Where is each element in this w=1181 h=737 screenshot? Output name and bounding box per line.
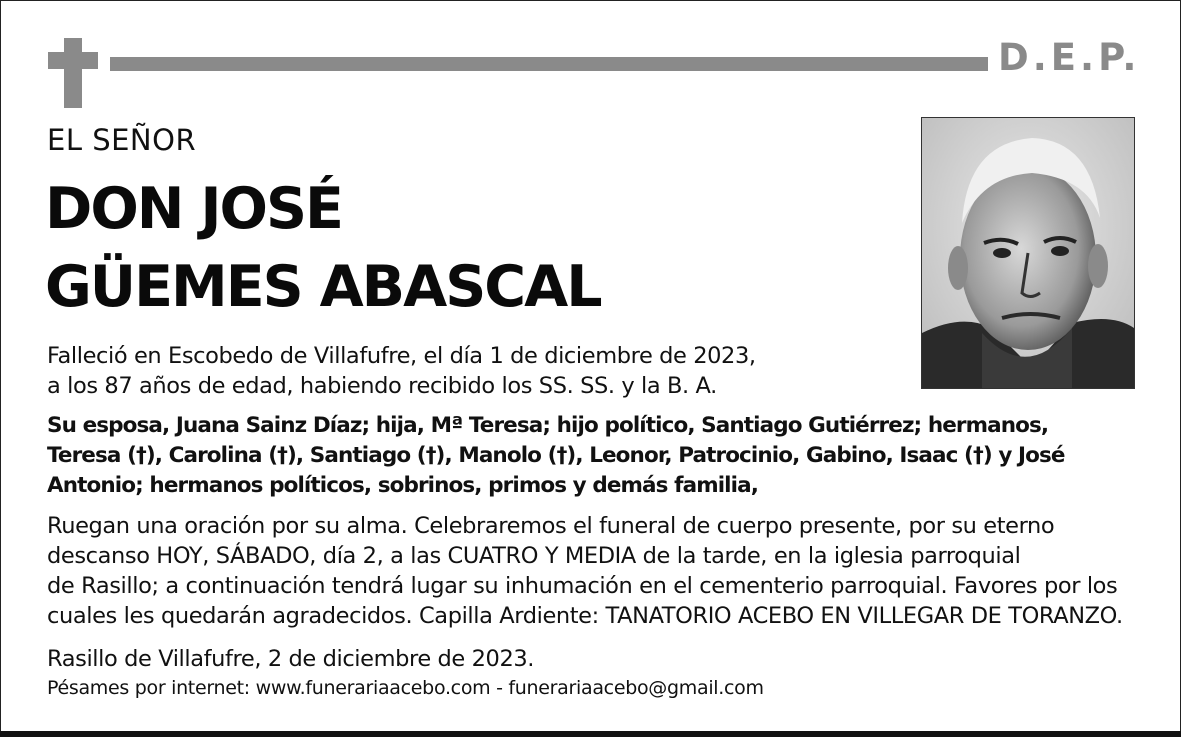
family-line-3: Antonio; hermanos políticos, sobrinos, primos y demás familia, [47, 473, 758, 498]
deceased-name [45, 170, 601, 326]
cross-icon [48, 38, 98, 108]
portrait-photo [921, 117, 1135, 389]
funeral-line-1: Ruegan una oración por su alma. Celebraremos el funeral de cuerpo presente, por su eterno [47, 513, 1055, 539]
family-line-2: Teresa (†), Carolina (†), Santiago (†), Manolo (†), Leonor, Patrocinio, Gabino, Isaac (†) y José [47, 443, 1065, 468]
death-info [47, 341, 756, 401]
funeral-line-3: de Rasillo; a continuación tendrá lugar su inhumación en el cementerio parroquial. Favores por los [47, 573, 1118, 599]
funeral-info [47, 511, 1123, 631]
funeral-line-2: descanso HOY, SÁBADO, día 2, a las CUATRO Y MEDIA de la tarde, en la iglesia parroquial [47, 543, 1021, 569]
family-list [47, 411, 1065, 501]
funeral-line-4: cuales les quedarán agradecidos. Capilla Ardiente: TANATORIO ACEBO EN VILLEGAR DE TORANZO. [47, 603, 1123, 629]
header-rule [110, 57, 988, 71]
condolences-contact: Pésames por internet: www.funerariaacebo.com - funerariaacebo@gmail.com [47, 677, 764, 699]
dep-label: D.E.P. [998, 36, 1141, 79]
death-line-1: Falleció en Escobedo de Villafufre, el día 1 de diciembre de 2023, [47, 343, 756, 369]
name-line-2: GÜEMES ABASCAL [45, 254, 601, 320]
death-line-2: a los 87 años de edad, habiendo recibido los SS. SS. y la B. A. [47, 373, 717, 399]
place-date: Rasillo de Villafufre, 2 de diciembre de 2023. [47, 646, 535, 672]
title-prefix: EL SEÑOR [47, 123, 197, 157]
bottom-rule [0, 731, 1181, 737]
family-line-1: Su esposa, Juana Sainz Díaz; hija, Mª Teresa; hijo político, Santiago Gutiérrez; hermanos, [47, 413, 1049, 438]
name-line-1: DON JOSÉ [45, 176, 342, 242]
